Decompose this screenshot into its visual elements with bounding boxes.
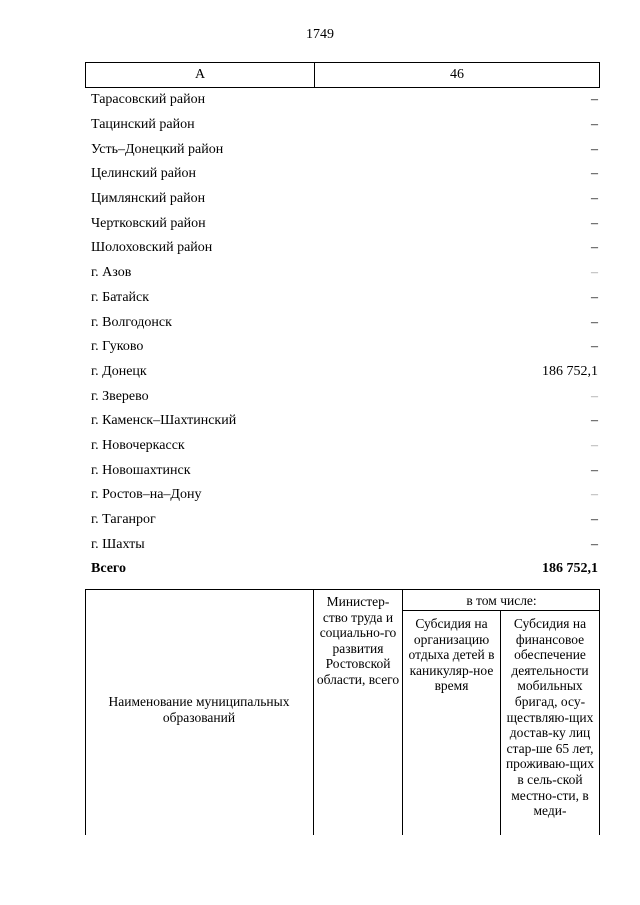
row-name: Тацинский район bbox=[91, 117, 195, 133]
row-name: г. Волгодонск bbox=[91, 314, 172, 330]
header-col-b: 46 bbox=[450, 67, 464, 82]
table2-col-ministry: Министер-ство труда и социально-го развития Ростовской области, всего bbox=[316, 594, 400, 687]
row-name: Шолоховский район bbox=[91, 240, 213, 256]
table2-col-name: Наименование муниципальных образований bbox=[108, 694, 290, 725]
table-row bbox=[85, 508, 600, 533]
row-name: г. Новочеркасск bbox=[91, 437, 185, 453]
table2-col-sub1: Субсидия на организацию отдыха детей в каникуляр-ное время bbox=[408, 616, 495, 694]
row-name: г. Новошахтинск bbox=[91, 462, 191, 478]
table-row bbox=[85, 211, 600, 236]
table2-sub-divider bbox=[500, 611, 501, 835]
row-value: – bbox=[591, 289, 598, 305]
row-name: г. Батайск bbox=[91, 289, 150, 305]
page-number: 1749 bbox=[306, 27, 334, 42]
header-col-a: А bbox=[86, 63, 315, 87]
table-row bbox=[85, 261, 600, 286]
table-row bbox=[85, 310, 600, 335]
table-row bbox=[85, 113, 600, 138]
row-name: г. Шахты bbox=[91, 536, 145, 552]
table-row bbox=[85, 483, 600, 508]
row-name: г. Азов bbox=[91, 265, 132, 281]
row-name: г. Ростов–на–Дону bbox=[91, 487, 202, 503]
total-row bbox=[85, 557, 600, 582]
row-value: – bbox=[591, 166, 598, 182]
table-row bbox=[85, 187, 600, 212]
row-value: 186 752,1 bbox=[542, 363, 598, 379]
row-value: – bbox=[591, 339, 598, 355]
row-name: г. Донецк bbox=[91, 363, 147, 379]
row-name: Целинский район bbox=[91, 166, 196, 182]
table2 bbox=[85, 589, 600, 835]
row-name: г. Каменск–Шахтинский bbox=[91, 413, 237, 429]
row-name: г. Зверево bbox=[91, 388, 149, 404]
table-row bbox=[85, 384, 600, 409]
row-value: – bbox=[591, 462, 598, 478]
table-row bbox=[85, 162, 600, 187]
row-name: Чертковский район bbox=[91, 215, 206, 231]
table2-col-sub2: Субсидия на финансовое обеспечение деятельности мобильных бригад, осу-ществляю-щих достав-ку лиц стар-ше 65 лет, проживаю-щих в сель-ской местно-сти, в меди- bbox=[505, 616, 595, 819]
table-header bbox=[85, 62, 600, 88]
table-row bbox=[85, 532, 600, 557]
row-value: – bbox=[591, 512, 598, 528]
row-value: – bbox=[591, 265, 598, 281]
table2-col-including: в том числе: bbox=[466, 593, 537, 608]
municipality-list bbox=[85, 88, 600, 582]
table-row bbox=[85, 137, 600, 162]
table-row bbox=[85, 286, 600, 311]
row-value: – bbox=[591, 536, 598, 552]
table-row bbox=[85, 236, 600, 261]
row-name: Тарасовский район bbox=[91, 92, 206, 108]
row-value: – bbox=[591, 141, 598, 157]
row-value: – bbox=[591, 388, 598, 404]
row-value: – bbox=[591, 92, 598, 108]
row-value: – bbox=[591, 215, 598, 231]
table-row bbox=[85, 434, 600, 459]
row-value: – bbox=[591, 191, 598, 207]
row-name: г. Таганрог bbox=[91, 512, 156, 528]
row-value: – bbox=[591, 487, 598, 503]
table-row bbox=[85, 360, 600, 385]
row-value: – bbox=[591, 413, 598, 429]
total-label: Всего bbox=[91, 561, 126, 577]
table-row bbox=[85, 409, 600, 434]
row-value: – bbox=[591, 117, 598, 133]
row-name: г. Гуково bbox=[91, 339, 144, 355]
table-row bbox=[85, 335, 600, 360]
total-value: 186 752,1 bbox=[542, 561, 598, 577]
table-row bbox=[85, 88, 600, 113]
row-name: Усть–Донецкий район bbox=[91, 141, 224, 157]
row-value: – bbox=[591, 314, 598, 330]
row-value: – bbox=[591, 240, 598, 256]
row-name: Цимлянский район bbox=[91, 191, 206, 207]
table-row bbox=[85, 458, 600, 483]
row-value: – bbox=[591, 437, 598, 453]
